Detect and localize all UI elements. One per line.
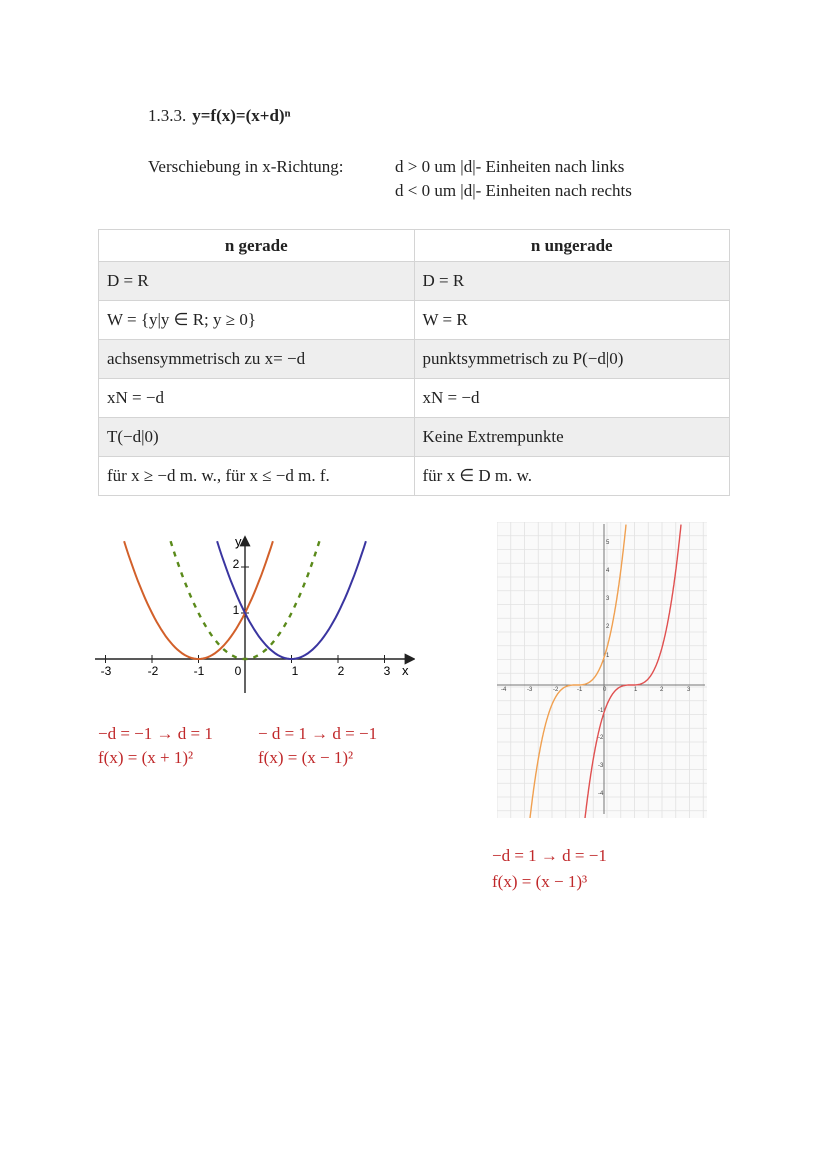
y-tick-label: 4	[606, 568, 610, 574]
x-tick-label: 3	[687, 687, 691, 693]
x-tick-label: 2	[660, 687, 664, 693]
cell-monotony-odd: für x ∈ D m. w.	[414, 457, 730, 496]
table-header-row	[99, 230, 730, 262]
x-tick-label: -2	[553, 687, 559, 693]
x-tick-label: 1	[634, 687, 638, 693]
y-tick-label: 2	[232, 557, 240, 571]
cell-range-odd: W = R	[414, 301, 730, 340]
cell-zero-odd: xN = −d	[414, 379, 730, 418]
section-number: 1.3.3.	[148, 106, 187, 125]
x-tick-label: 0	[603, 687, 607, 693]
left-shift-parabola-curve	[124, 541, 273, 659]
even-left-shift-function: f(x) = (x + 1)²	[98, 748, 194, 767]
y-tick-label: -4	[598, 791, 604, 797]
parabola-shift-plot	[93, 528, 415, 698]
x-tick-label: 3	[383, 664, 391, 678]
table-row	[99, 418, 730, 457]
y-tick-label: -2	[598, 735, 604, 741]
odd-shift-function: f(x) = (x − 1)³	[492, 872, 588, 891]
x-tick-label: -1	[577, 687, 583, 693]
x-tick-label: -2	[147, 664, 159, 678]
even-right-shift-relation: − d = 1 → d = −1	[258, 724, 378, 743]
properties-table	[98, 229, 730, 496]
y-tick-label: -3	[598, 763, 604, 769]
y-axis-label: y	[235, 534, 242, 549]
cubic-shift-plot	[497, 522, 707, 818]
x-tick-label: 0	[234, 664, 242, 678]
cell-symmetry-odd: punktsymmetrisch zu P(−d|0)	[414, 340, 730, 379]
cell-range-even: W = {y|y ∈ R; y ≥ 0}	[99, 301, 415, 340]
table-row	[99, 301, 730, 340]
x-tick-label: 2	[337, 664, 345, 678]
odd-shift-relation: −d = 1 → d = −1	[492, 846, 607, 865]
cell-zero-even: xN = −d	[99, 379, 415, 418]
cell-domain-odd: D = R	[414, 262, 730, 301]
even-left-shift-relation: −d = −1 → d = 1	[98, 724, 213, 743]
cell-extrema-even: T(−d|0)	[99, 418, 415, 457]
x-axis-label: x	[402, 663, 409, 678]
y-tick-label: 1	[232, 603, 240, 617]
shift-right-rule: d < 0 um |d|- Einheiten nach rechts	[395, 181, 632, 200]
section-heading	[148, 106, 290, 126]
shift-label: Verschiebung in x-Richtung:	[148, 157, 344, 176]
header-n-even: n gerade	[99, 230, 415, 262]
y-tick-label: 2	[606, 624, 610, 630]
y-tick-label: 1	[606, 653, 610, 659]
cell-domain-even: D = R	[99, 262, 415, 301]
right-shift-parabola-curve	[217, 541, 366, 659]
x-tick-label: -1	[193, 664, 205, 678]
cell-symmetry-even: achsensymmetrisch zu x= −d	[99, 340, 415, 379]
even-right-shift-function: f(x) = (x − 1)²	[258, 748, 354, 767]
header-n-odd: n ungerade	[414, 230, 730, 262]
table-row	[99, 262, 730, 301]
table-row	[99, 379, 730, 418]
y-tick-label: 5	[606, 540, 610, 546]
table-row	[99, 457, 730, 496]
x-tick-label: -4	[501, 687, 507, 693]
shift-left-rule: d > 0 um |d|- Einheiten nach links	[395, 157, 625, 176]
x-tick-label: 1	[291, 664, 299, 678]
cell-monotony-even: für x ≥ −d m. w., für x ≤ −d m. f.	[99, 457, 415, 496]
x-tick-label: -3	[527, 687, 533, 693]
y-tick-label: -1	[598, 708, 604, 714]
x-tick-label: -3	[100, 664, 112, 678]
section-formula: y=f(x)=(x+d)ⁿ	[192, 106, 291, 125]
y-tick-label: 3	[606, 596, 610, 602]
table-row	[99, 340, 730, 379]
cell-extrema-odd: Keine Extrempunkte	[414, 418, 730, 457]
